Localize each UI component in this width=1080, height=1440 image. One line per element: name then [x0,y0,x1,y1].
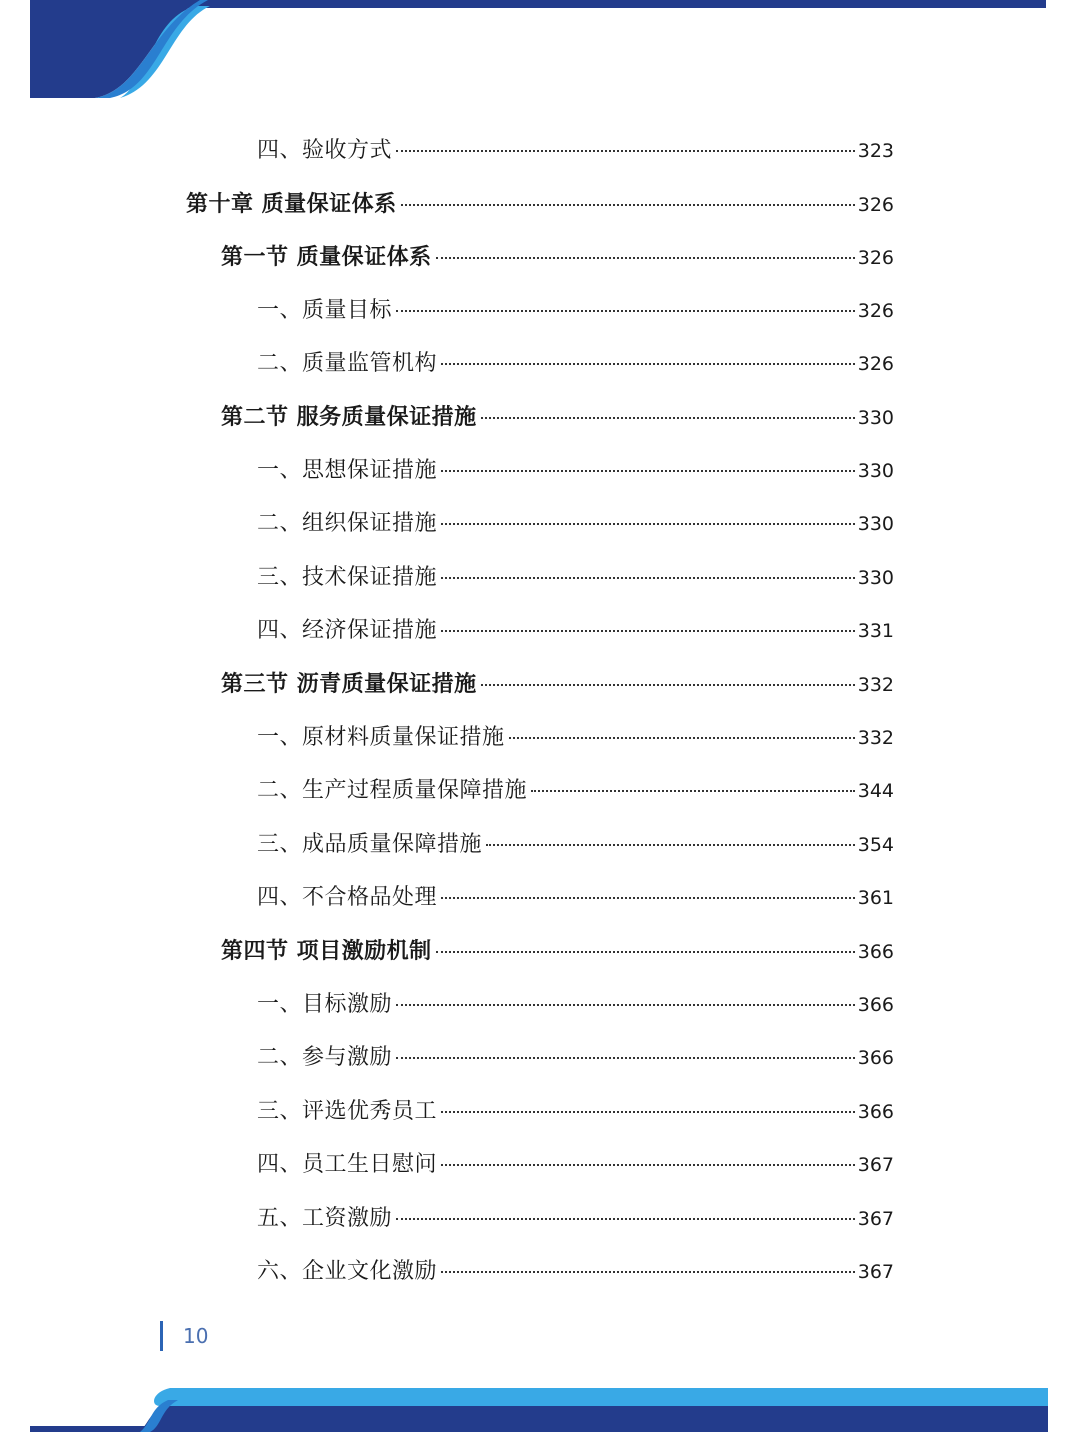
toc-row [0,925,1080,978]
toc-entry[interactable] [257,830,894,860]
toc-entry-title: 第二节 服务质量保证措施 [221,404,477,431]
toc-page-number: 330 [857,460,894,483]
toc-entry[interactable] [221,669,894,700]
toc-dot-leader [396,150,855,152]
toc-row [0,391,1080,444]
toc-row [0,765,1080,818]
toc-dot-leader [531,790,855,792]
toc-entry[interactable] [257,1257,894,1287]
toc-dot-leader [481,684,855,686]
toc-entry[interactable] [257,723,894,753]
toc-dot-leader [396,1218,855,1220]
toc-entry[interactable] [221,242,894,273]
toc-entry[interactable] [257,1043,894,1073]
page-number-block [160,1320,208,1352]
toc-entry-title: 二、组织保证措施 [257,511,438,537]
toc-entry[interactable] [257,883,894,913]
toc-entry[interactable] [257,349,894,379]
toc-row [0,1032,1080,1085]
toc-entry-title: 第十章 质量保证体系 [186,190,397,217]
toc-page-number: 330 [857,566,894,589]
page-number-bar [160,1321,163,1351]
toc-entry-title: 四、不合格品处理 [257,885,438,911]
toc-entry-title: 第四节 项目激励机制 [221,938,432,965]
toc-entry[interactable] [221,402,894,433]
toc-dot-leader [396,1004,855,1006]
toc-entry-title: 五、工资激励 [257,1205,393,1231]
toc-dot-leader [486,844,855,846]
toc-page-number: 344 [857,780,894,803]
toc-page-number: 367 [857,1154,894,1177]
toc-entry-title: 三、评选优秀员工 [257,1098,438,1124]
toc-page-number: 330 [857,513,894,536]
toc-row [0,605,1080,658]
toc-entry[interactable] [186,189,894,220]
toc-entry[interactable] [257,509,894,539]
toc-entry[interactable] [257,776,894,806]
toc-entry-title: 三、技术保证措施 [257,564,438,590]
toc-page-number: 326 [857,353,894,376]
page-number: 10 [183,1324,209,1348]
toc-dot-leader [441,1164,855,1166]
toc-dot-leader [396,1057,855,1059]
toc-entry-title: 二、参与激励 [257,1045,393,1071]
toc-row [0,338,1080,391]
toc-page-number: 367 [857,1260,894,1283]
toc-entry[interactable] [257,136,894,166]
toc-dot-leader [481,417,855,419]
toc-page-number: 331 [857,620,894,643]
toc-entry[interactable] [257,1150,894,1180]
toc-entry-title: 一、思想保证措施 [257,458,438,484]
toc-page-number: 332 [857,674,894,697]
toc-page-number: 332 [857,726,894,749]
toc-entry[interactable] [257,563,894,593]
toc-entry[interactable] [257,616,894,646]
toc-entry[interactable] [257,456,894,486]
toc-entry[interactable] [257,990,894,1020]
toc-entry[interactable] [257,1097,894,1127]
toc-entry[interactable] [221,936,894,967]
toc-page-number: 354 [857,833,894,856]
toc-row [0,1192,1080,1245]
toc-page-number: 330 [857,407,894,430]
toc-row [0,711,1080,764]
toc-page-number: 326 [857,193,894,216]
toc-entry-title: 第三节 沥青质量保证措施 [221,671,477,698]
toc-entry-title: 二、质量监管机构 [257,351,438,377]
table-of-contents [0,124,1080,1299]
toc-page-number: 366 [857,941,894,964]
toc-page-number: 361 [857,887,894,910]
toc-dot-leader [441,630,855,632]
toc-page-number: 326 [857,246,894,269]
toc-dot-leader [441,897,855,899]
toc-dot-leader [441,1271,855,1273]
toc-row [0,444,1080,497]
toc-dot-leader [436,951,855,953]
toc-entry-title: 二、生产过程质量保障措施 [257,778,528,804]
toc-row [0,1245,1080,1298]
toc-row [0,658,1080,711]
toc-entry-title: 一、目标激励 [257,991,393,1017]
toc-dot-leader [441,523,855,525]
toc-dot-leader [441,1111,855,1113]
toc-page-number: 366 [857,1047,894,1070]
toc-page-number: 326 [857,299,894,322]
toc-dot-leader [396,310,855,312]
toc-page-number: 323 [857,139,894,162]
toc-entry-title: 三、成品质量保障措施 [257,831,483,857]
toc-page-number: 366 [857,1100,894,1123]
toc-row [0,177,1080,230]
toc-row [0,498,1080,551]
toc-entry-title: 四、经济保证措施 [257,618,438,644]
footer-decoration [0,1380,1080,1440]
toc-entry[interactable] [257,1204,894,1234]
toc-page-number: 367 [857,1207,894,1230]
toc-row [0,551,1080,604]
toc-dot-leader [401,204,855,206]
toc-dot-leader [436,257,855,259]
toc-entry[interactable] [257,296,894,326]
toc-entry-title: 四、员工生日慰问 [257,1152,438,1178]
toc-entry-title: 四、验收方式 [257,137,393,163]
toc-row [0,124,1080,177]
toc-row [0,818,1080,871]
toc-entry-title: 一、原材料质量保证措施 [257,724,505,750]
toc-entry-title: 第一节 质量保证体系 [221,243,432,270]
toc-row [0,284,1080,337]
header-decoration [0,0,1080,110]
toc-dot-leader [509,737,855,739]
toc-entry-title: 一、质量目标 [257,297,393,323]
toc-dot-leader [441,577,855,579]
toc-row [0,871,1080,924]
toc-row [0,231,1080,284]
toc-row [0,1085,1080,1138]
toc-dot-leader [441,470,855,472]
toc-dot-leader [441,363,855,365]
toc-page-number: 366 [857,993,894,1016]
toc-entry-title: 六、企业文化激励 [257,1258,438,1284]
toc-row [0,1138,1080,1191]
toc-row [0,978,1080,1031]
